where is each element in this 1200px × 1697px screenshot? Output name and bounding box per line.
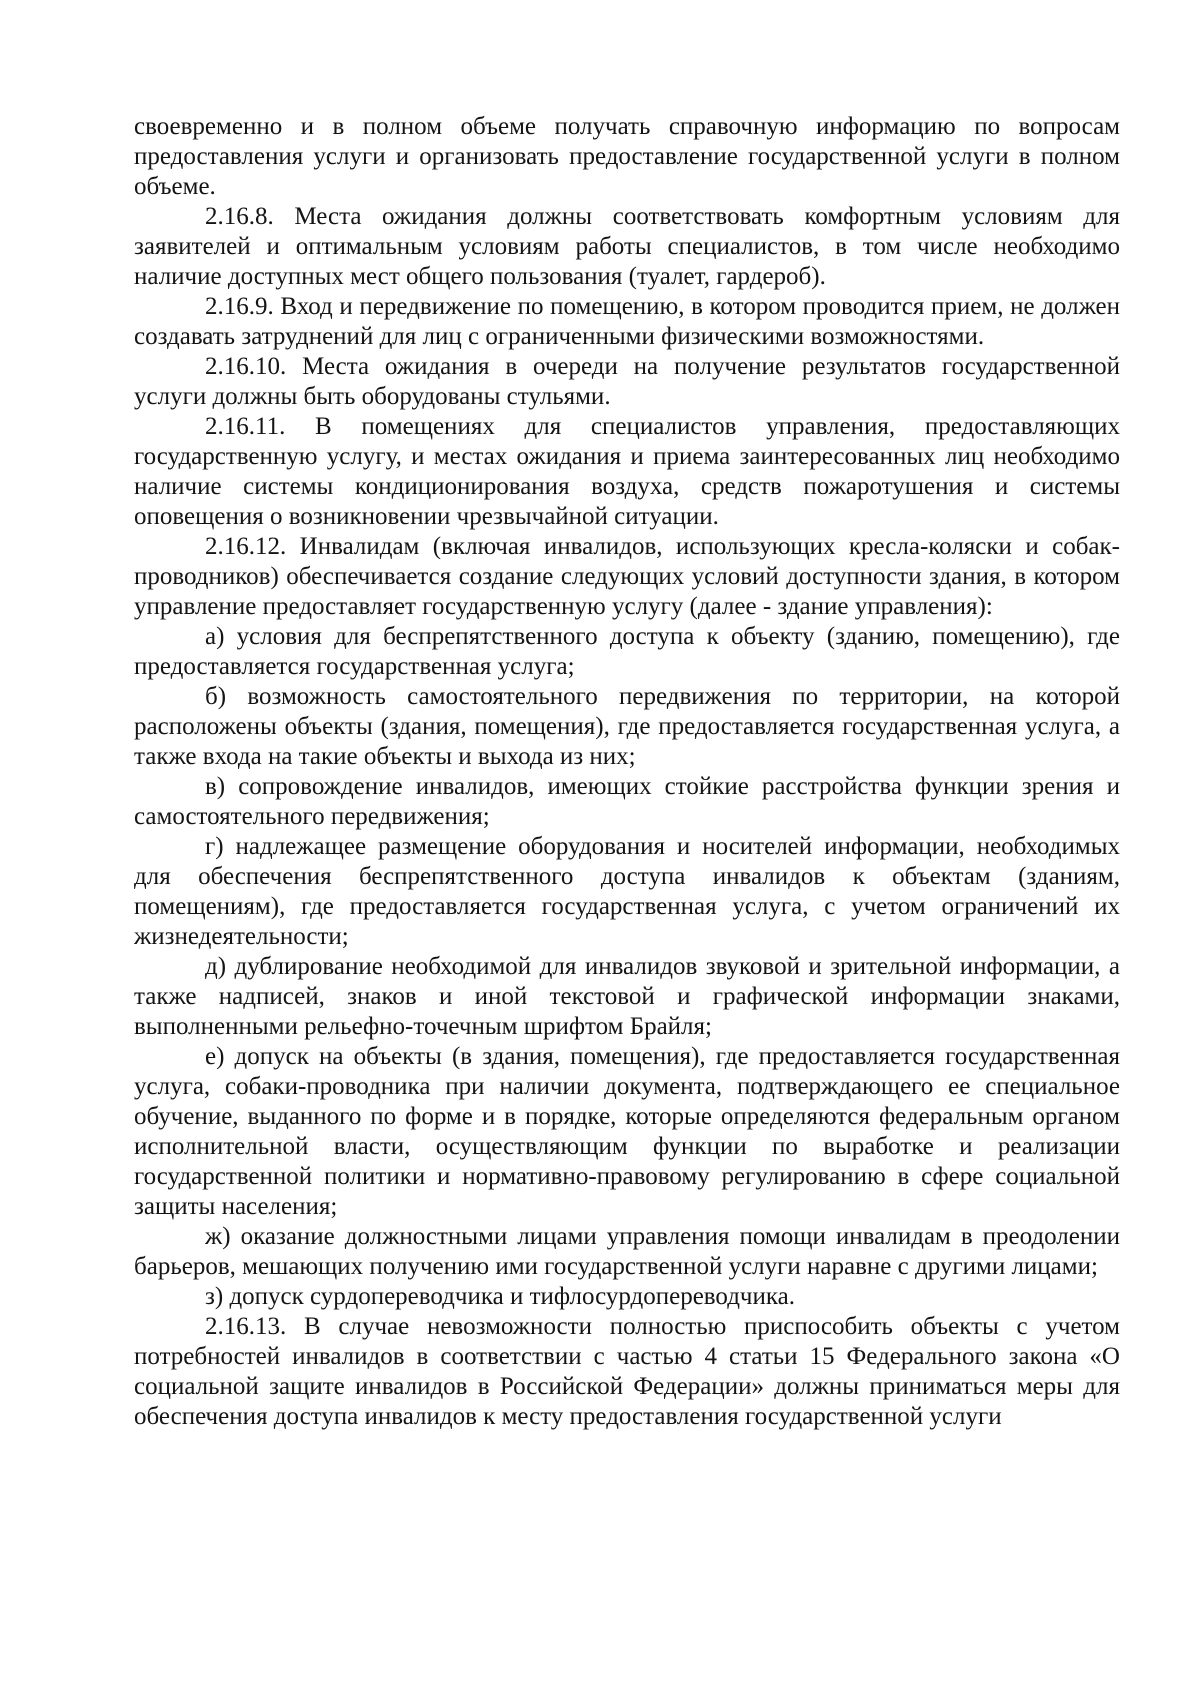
list-item-v: в) сопровождение инвалидов, имеющих стойкие расстройства функции зрения и самостоятельного передвижения;: [134, 773, 1120, 830]
list-item-b: б) возможность самостоятельного передвижения по территории, на которой расположены объекты (здания, помещения), где предоставляется государственная услуга, а также входа на такие объекты и выхода из них;: [134, 683, 1120, 770]
list-item-g: г) надлежащее размещение оборудования и носителей информации, необходимых для обеспечения беспрепятственного доступа инвалидов к объектам (зданиям, помещениям), где предоставляется государственная услуга, с учетом ограничений их жизнедеятельности;: [134, 833, 1120, 950]
paragraph-2-16-10: 2.16.10. Места ожидания в очереди на получение результатов государственной услуги должны быть оборудованы стульями.: [134, 353, 1120, 410]
list-item-z: з) допуск сурдопереводчика и тифлосурдопереводчика.: [205, 1283, 796, 1310]
paragraph-2-16-12: 2.16.12. Инвалидам (включая инвалидов, использующих кресла-коляски и собак-проводников) обеспечивается создание следующих условий доступности здания, в котором управление предоставляет государственную услугу (далее - здание управления):: [134, 533, 1120, 620]
list-item-a: а) условия для беспрепятственного доступа к объекту (зданию, помещению), где предоставляется государственная услуга;: [134, 623, 1120, 680]
document-page: [134, 112, 1120, 1432]
paragraph-2-16-11: 2.16.11. В помещениях для специалистов управления, предоставляющих государственную услугу, и местах ожидания и приема заинтересованных лиц необходимо наличие системы кондиционирования воздуха, средств пожаротушения и системы оповещения о возникновении чрезвычайной ситуации.: [134, 413, 1120, 530]
list-item-e: е) допуск на объекты (в здания, помещения), где предоставляется государственная услуга, собаки-проводника при наличии документа, подтверждающего ее специальное обучение, выданного по форме и в порядке, которые определяются федеральным органом исполнительной власти, осуществляющим функции по выработке и реализации государственной политики и нормативно-правовому регулированию в сфере социальной защиты населения;: [134, 1043, 1120, 1220]
paragraph-continuation: своевременно и в полном объеме получать справочную информацию по вопросам предоставления услуги и организовать предоставление государственной услуги в полном объеме.: [134, 113, 1120, 200]
paragraph-2-16-9: 2.16.9. Вход и передвижение по помещению, в котором проводится прием, не должен создавать затруднений для лиц с ограниченными физическими возможностями.: [134, 293, 1120, 350]
list-item-d: д) дублирование необходимой для инвалидов звуковой и зрительной информации, а также надписей, знаков и иной текстовой и графической информации знаками, выполненными рельефно-точечным шрифтом Брайля;: [134, 953, 1120, 1040]
list-item-zh: ж) оказание должностными лицами управления помощи инвалидам в преодолении барьеров, мешающих получению ими государственной услуги наравне с другими лицами;: [134, 1223, 1120, 1280]
paragraph-2-16-8: 2.16.8. Места ожидания должны соответствовать комфортным условиям для заявителей и оптимальным условиям работы специалистов, в том числе необходимо наличие доступных мест общего пользования (туалет, гардероб).: [134, 203, 1120, 290]
paragraph-2-16-13: 2.16.13. В случае невозможности полностью приспособить объекты с учетом потребностей инвалидов в соответствии с частью 4 статьи 15 Федерального закона «О социальной защите инвалидов в Российской Федерации» должны приниматься меры для обеспечения доступа инвалидов к месту предоставления государственной услуги: [134, 1313, 1120, 1430]
